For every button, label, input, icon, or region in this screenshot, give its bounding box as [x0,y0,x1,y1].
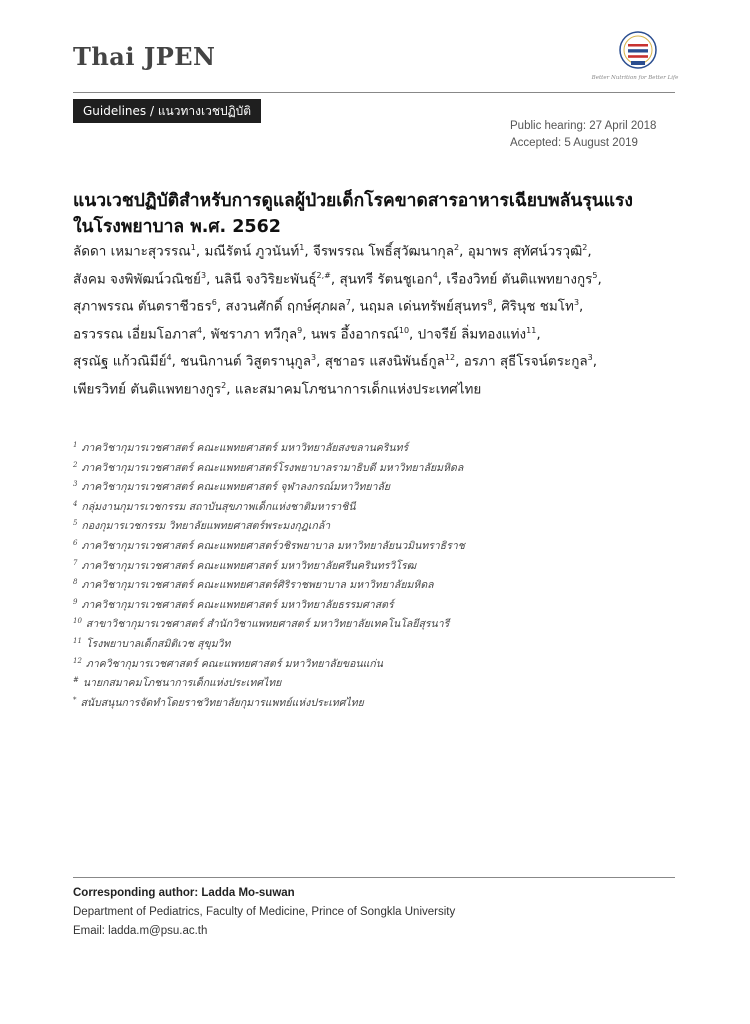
author-affiliation-mark: 3 [587,353,593,362]
affiliation-text: ภาควิชากุมารเวชศาสตร์ คณะแพทยศาสตร์โรงพยาบาลรามาธิบดี มหาวิทยาลัยมหิดล [81,461,464,474]
affiliation-mark: * [73,695,77,704]
affiliation-item [73,632,683,652]
author-name: นลินี จงวิริยะพันธุ์ [214,271,317,287]
footer-divider [73,877,675,878]
author-affiliation-mark: 8 [487,298,493,307]
affiliation-mark: 3 [73,480,78,489]
corresponding-department: Department of Pediatrics, Faculty of Medicine, Prince of Songkla University [73,906,456,918]
title-line-1: แนวเวชปฏิบัติสำหรับการดูแลผู้ป่วยเด็กโรคขาดสารอาหารเฉียบพลันรุนแรง [73,191,633,211]
affiliation-item [73,475,683,495]
author-affiliation-mark: 12 [444,353,456,362]
affiliation-text: ภาควิชากุมารเวชศาสตร์ คณะแพทยศาสตร์ มหาวิทยาลัยสงขลานครินทร์ [81,442,409,454]
affiliation-text: ภาควิชากุมารเวชศาสตร์ คณะแพทยศาสตร์ มหาวิทยาลัยศรีนครินทรวิโรฒ [81,559,417,572]
logo-tagline: Better Nutrition for Better Life [591,75,679,81]
affiliation-text: ภาควิชากุมารเวชศาสตร์ คณะแพทยศาสตร์วชิรพยาบาล มหาวิทยาลัยนวมินทราธิราช [81,539,465,552]
author-affiliation-mark: 3 [200,270,207,280]
affiliation-mark: 10 [73,617,82,626]
affiliation-item [73,652,683,672]
affiliation-text: ภาควิชากุมารเวชศาสตร์ คณะแพทยศาสตร์ศิริราชพยาบาล มหาวิทยาลัยมหิดล [81,579,434,592]
author-affiliation-mark: 2,# [316,270,331,280]
affiliation-item [73,495,683,515]
author-affiliation-mark: 9 [297,325,303,335]
corresponding-author: Corresponding author: Ladda Mo-suwan [73,887,295,899]
author-name: อรวรรณ เอี่ยมโอภาส [73,326,197,342]
affiliation-text: ภาควิชากุมารเวชศาสตร์ คณะแพทยศาสตร์ จุฬาลงกรณ์มหาวิทยาลัย [81,481,391,494]
affiliation-text: กลุ่มงานกุมารเวชกรรม สถาบันสุขภาพเด็กแห่งชาติมหาราชินี [81,500,356,513]
affiliation-mark: 12 [73,656,82,665]
affiliation-item [73,593,683,613]
author-affiliation-mark: 1 [299,243,305,252]
author-line: สุรณัฐ แก้วณิมีย์$^4$, ชนนิกานต์ วิสูตรานุกูล$^3$, สุชาอร แสงนิพันธ์กูล$^{12}$, อรภา สุธีโรจน์ตระกูล$^3$, [73,353,598,370]
author-list [73,236,683,401]
author-name: ปาจรีย์ ลิ่มทองแท่ง [417,326,527,342]
affiliation-mark: 9 [73,597,78,606]
author-affiliation-mark: 2 [582,243,588,252]
author-affiliation-mark: 10 [398,325,410,335]
affiliation-item [73,514,683,534]
author-name: และสมาคมโภชนาการเด็กแห่งประเทศไทย [234,381,482,397]
author-name: ชนนิกานต์ วิสูตรานุกูล [180,353,311,370]
public-hearing-date: Public hearing: 27 April 2018 [510,120,657,132]
affiliation-list [73,436,683,710]
author-name: เรืองวิทย์ ตันติแพทยางกูร [446,271,593,287]
affiliation-mark: 7 [73,558,78,567]
author-name: จีรพรรณ โพธิ์สุวัฒนากุล [312,243,454,260]
author-affiliation-mark: 4 [196,325,202,335]
author-affiliation-mark: 7 [345,298,351,307]
affiliation-item [73,554,683,574]
author-affiliation-mark: 6 [211,298,217,307]
affiliation-text: ภาควิชากุมารเวชศาสตร์ คณะแพทยศาสตร์ มหาวิทยาลัยธรรมศาสตร์ [81,598,394,611]
author-name: อุมาพร สุทัศน์วรวุฒิ [467,243,583,260]
author-name: อรภา สุธีโรจน์ตระกูล [463,353,588,370]
affiliation-mark: # [73,676,79,685]
article-title [73,188,683,240]
title-line-2: ในโรงพยาบาล พ.ศ. 2562 [73,217,281,237]
author-name: นพร อึ้งอากรณ์ [310,326,399,342]
author-name: เพียรวิทย์ ตันติแพทยางกูร [73,381,222,397]
article-dates [510,118,680,152]
journal-name: Thai JPEN [73,42,216,71]
author-name: สังคม จงพิพัฒน์วณิชย์ [73,271,201,287]
author-name: สุนทรี รัตนชูเอก [339,271,433,287]
accepted-date: Accepted: 5 August 2019 [510,137,638,149]
author-affiliation-mark: 3 [311,353,317,362]
affiliation-item [73,456,683,476]
affiliation-mark: 2 [73,460,78,469]
affiliation-item [73,691,683,711]
affiliation-text: โรงพยาบาลเด็กสมิติเวช สุขุมวิท [85,637,231,650]
author-affiliation-mark: 4 [166,353,172,362]
affiliation-mark: 1 [73,441,78,449]
author-affiliation-mark: 2 [454,243,460,252]
author-name: สุชาอร แสงนิพันธ์กูล [324,353,445,370]
author-name: ศิรินุช ชมโท [501,298,574,315]
affiliation-mark: 5 [73,519,78,528]
affiliation-text: สนับสนุนการจัดทำโดยราชวิทยาลัยกุมารแพทย์แห่งประเทศไทย [80,696,364,709]
author-affiliation-mark: 1 [190,243,196,252]
header-divider [73,92,675,93]
affiliation-text: สาขาวิชากุมารเวชศาสตร์ สำนักวิชาแพทยศาสตร์ มหาวิทยาลัยเทคโนโลยีสุรนารี [85,618,450,631]
affiliation-text: กองกุมารเวชกรรม วิทยาลัยแพทยศาสตร์พระมงกุฎเกล้า [81,520,331,533]
author-name: มณีรัตน์ ภูวนันท์ [204,243,300,260]
affiliation-item [73,671,683,691]
affiliation-mark: 11 [73,636,82,645]
author-affiliation-mark: 4 [432,270,438,280]
author-name: สุภาพรรณ ตันตราชีวธร [73,298,212,315]
author-name: สุรณัฐ แก้วณิมีย์ [73,353,167,370]
correspondence-block [73,884,675,941]
author-line: สุภาพรรณ ตันตราชีวธร$^6$, สงวนศักดิ์ ฤกษ์ศุภผล$^7$, นฤมล เด่นทรัพย์สุนทร$^8$, ศิรินุช ชมโท$^3$, [73,298,584,315]
affiliation-mark: 4 [73,499,78,508]
author-affiliation-mark: 5 [592,270,598,280]
affiliation-mark: 6 [73,538,78,547]
author-line: เพียรวิทย์ ตันติแพทยางกูร$^2$, และสมาคมโภชนาการเด็กแห่งประเทศไทย [73,380,482,397]
author-name: พัชราภา ทวีกุล [210,326,298,342]
author-affiliation-mark: 11 [526,325,537,335]
affiliation-item [73,534,683,554]
author-name: ลัดดา เหมาะสุวรรณ [73,243,191,260]
author-line: อรวรรณ เอี่ยมโอภาส$^4$, พัชราภา ทวีกุล$^9$, นพร อึ้งอากรณ์$^{10}$, ปาจรีย์ ลิ่มทองแท่ง$^{11}$, [73,325,541,342]
author-affiliation-mark: 3 [573,298,580,307]
affiliation-item [73,612,683,632]
author-name: นฤมล เด่นทรัพย์สุนทร [359,298,488,315]
affiliation-text: ภาควิชากุมารเวชศาสตร์ คณะแพทยศาสตร์ มหาวิทยาลัยขอนแก่น [85,657,383,670]
author-affiliation-mark: 2 [221,380,227,390]
affiliation-text: นายกสมาคมโภชนาการเด็กแห่งประเทศไทย [82,677,282,690]
section-badge: Guidelines / แนวทางเวชปฏิบัติ [73,99,261,123]
author-name: สงวนศักดิ์ ฤกษ์ศุภผล [225,298,346,315]
affiliation-item [73,573,683,593]
affiliation-mark: 8 [73,578,78,587]
corresponding-email: Email: ladda.m@psu.ac.th [73,925,208,937]
affiliation-item [73,436,683,456]
author-line: สังคม จงพิพัฒน์วณิชย์$^3$, นลินี จงวิริยะพันธุ์$^{2,\#}$, สุนทรี รัตนชูเอก$^4$, เรืองวิทย์ ตันติแพทยางกูร$^5$, [73,270,602,287]
author-line: ลัดดา เหมาะสุวรรณ$^1$, มณีรัตน์ ภูวนันท์$^1$, จีรพรรณ โพธิ์สุวัฒนากุล$^2$, อุมาพร สุทัศน์วรวุฒิ$^2$, [73,243,592,260]
